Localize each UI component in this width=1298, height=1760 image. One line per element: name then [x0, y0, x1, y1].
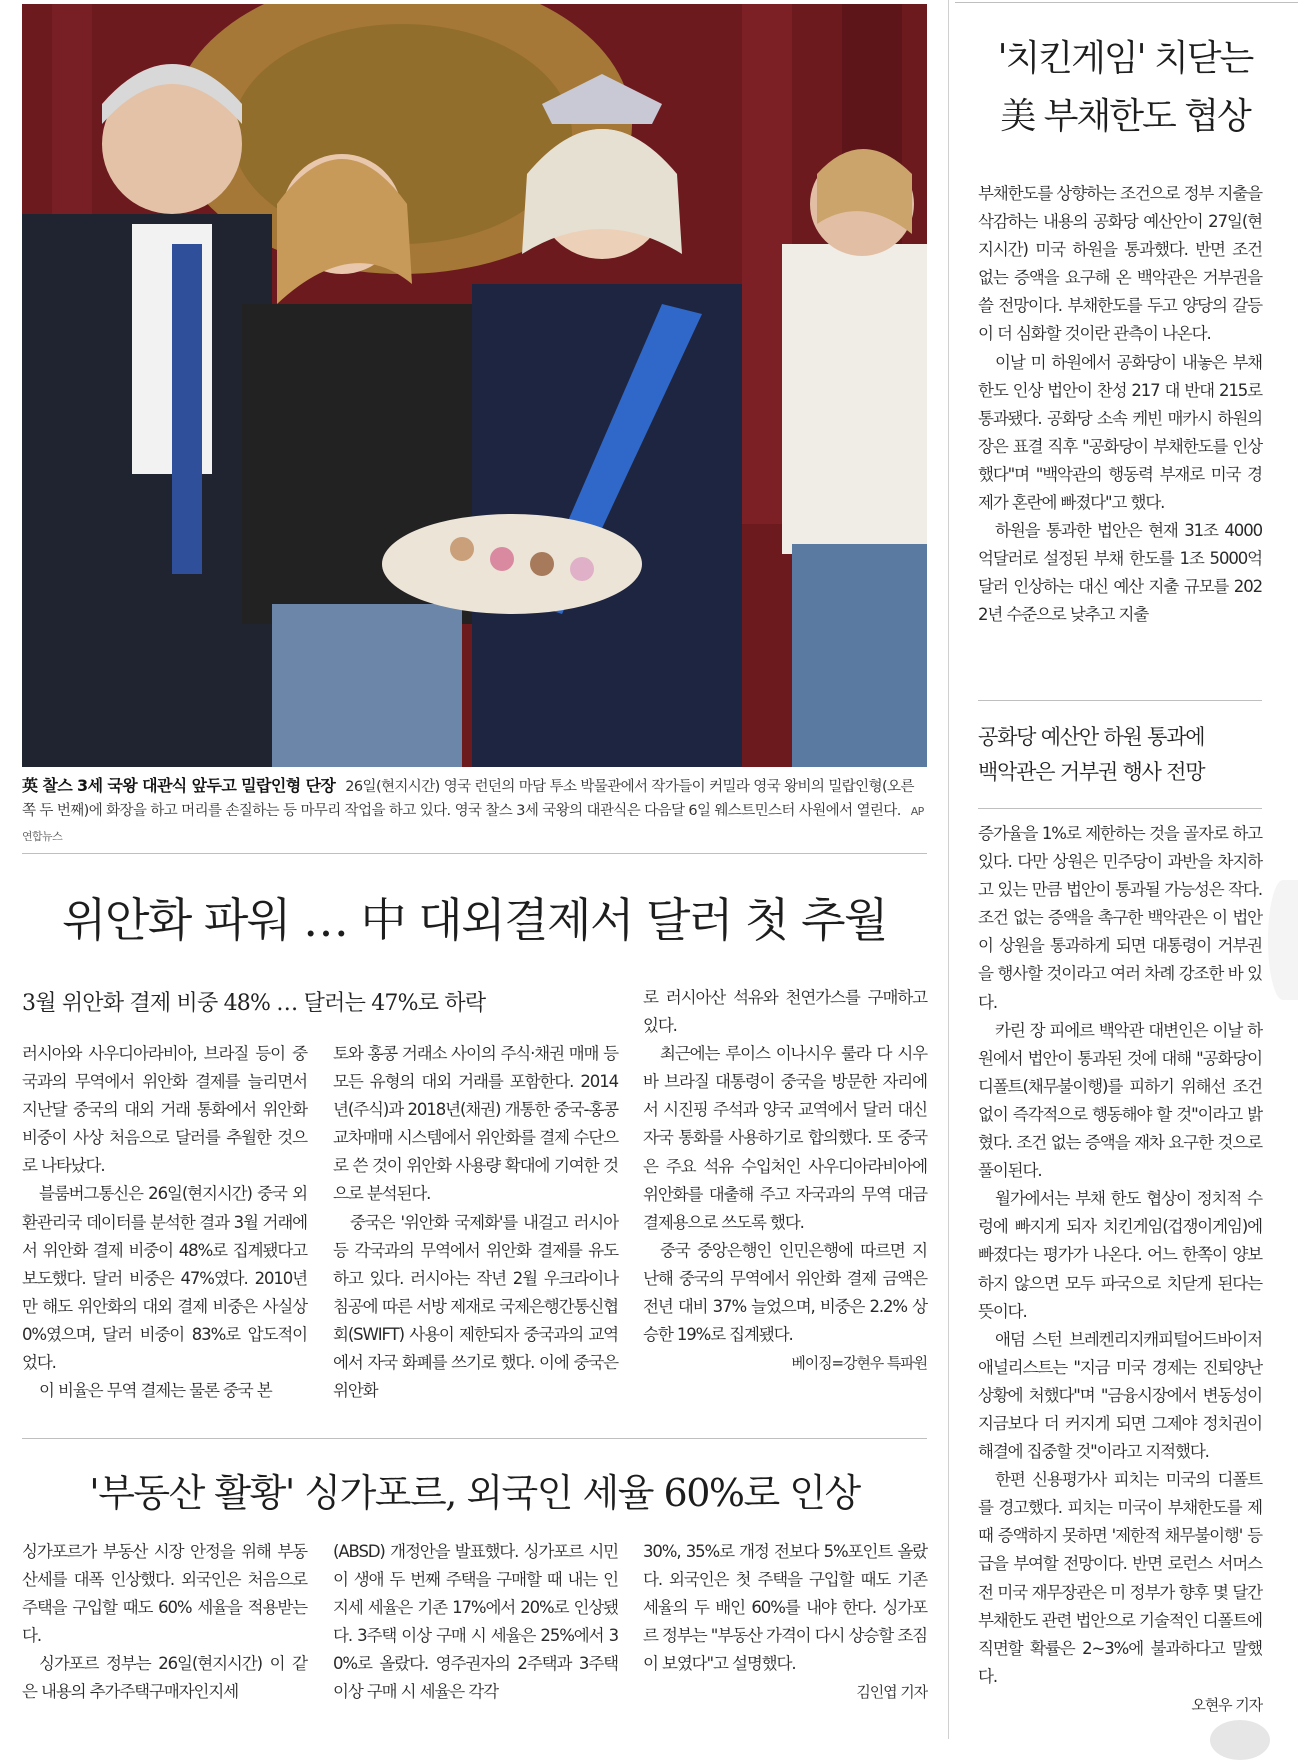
paragraph: 이날 미 하원에서 공화당이 내놓은 부채한도 인상 법안이 찬성 217 대 반대 215로 통과됐다. 공화당 소속 케빈 매카시 하원의장은 표결 직후 "공화당이 부채한도를 인상했다"며 "백악관의 행동력 부재로 미국 경제가 혼란에 빠졌다"고 했다.	[978, 352, 1262, 513]
paragraph: 증가율을 1%로 제한하는 것을 골자로 하고 있다. 다만 상원은 민주당이 과반을 차지하고 있는 만큼 법안이 통과될 가능성은 작다. 조건 없는 증액을 촉구한 백악관은 이 법안이 상원을 통과하게 되면 대통령이 거부권을 행사할 것이라고 여러 차례 강조한 바 있다.	[978, 824, 1262, 1012]
photo-caption-title: 英 찰스 3세 국왕 대관식 앞두고 밀랍인형 단장	[22, 776, 336, 795]
paragraph: 중국 중앙은행인 인민은행에 따르면 지난해 중국의 무역에서 위안화 결제 금액은 전년 대비 37% 늘었으며, 비중은 2.2% 상승한 19%로 집계됐다.	[643, 1240, 927, 1345]
singapore-column-3	[643, 1538, 927, 1707]
debt-body-bottom	[978, 820, 1262, 1719]
paragraph: 이 비율은 무역 결제는 물론 중국 본	[39, 1381, 272, 1401]
paragraph: 최근에는 루이스 이나시우 룰라 다 시우바 브라질 대통령이 중국을 방문한 자리에서 시진핑 주석과 양국 교역에서 달러 대신 자국 통화를 사용하기로 합의했다. 또 중국은 주요 석유 수입처인 사우디아라비아에 위안화를 대출해 주고 자국과의 무역 대금 결제용으로 쓰도록 했다.	[643, 1044, 927, 1232]
singapore-column-1	[22, 1538, 307, 1707]
divider	[955, 2, 1298, 3]
paragraph: 월가에서는 부채 한도 협상이 정치적 수렁에 빠지게 되자 치킨게임(겁쟁이게임)에 빠졌다는 평가가 나온다. 어느 한쪽이 양보하지 않으면 모두 파국으로 치닫게 된다는 뜻이다.	[978, 1189, 1262, 1321]
paragraph: 싱가포르가 부동산 시장 안정을 위해 부동산세를 대폭 인상했다. 외국인은 처음으로 주택을 구입할 때도 60% 세율을 적용받는다.	[22, 1542, 307, 1646]
paragraph: 블룸버그통신은 26일(현지시간) 중국 외환관리국 데이터를 분석한 결과 3월 거래에서 위안화 결제 비중이 48%로 집계됐다고 보도했다. 달러 비중은 47%였다. 2010년만 해도 위안화의 대외 결제 비중은 사실상 0%였으며, 달러 비중이 83%로 압도적이었다.	[22, 1184, 307, 1373]
debt-headline-line-2: 美 부채한도 협상	[1000, 96, 1250, 137]
debt-body-top	[978, 180, 1262, 630]
singapore-headline: '부동산 활황' 싱가포르, 외국인 세율 60%로 인상	[89, 1471, 860, 1515]
divider	[978, 700, 1262, 701]
column-divider	[948, 0, 949, 1739]
page-turn-handle[interactable]	[1268, 880, 1298, 1000]
scroll-button[interactable]	[1210, 1720, 1270, 1760]
singapore-byline: 김인엽 기자	[856, 1683, 927, 1702]
paragraph: 싱가포르 정부는 26일(현지시간) 이 같은 내용의 추가주택구매자인지세	[22, 1654, 307, 1702]
paragraph: 애덤 스턴 브레켄리지캐피털어드바이저 애널리스트는 "지금 미국 경제는 진퇴양난 상황에 처했다"며 "금융시장에서 변동성이 지금보다 더 커지게 되면 그제야 정치권이 해결에 집중할 것"이라고 지적했다.	[978, 1329, 1262, 1462]
paragraph: 하원을 통과한 법안은 현재 31조 4000억달러로 설정된 부채 한도를 1조 5000억달러 인상하는 대신 예산 지출 규모를 2022년 수준으로 낮추고 지출	[978, 521, 1262, 625]
photo-credit: AP연합뉴스	[22, 805, 924, 843]
yuan-headline: 위안화 파워 … 中 대외결제서 달러 첫 추월	[62, 893, 887, 947]
divider	[22, 1438, 927, 1439]
debt-headline-line-1: '치킨게임' 치닫는	[997, 38, 1253, 79]
yuan-column-1	[22, 1040, 307, 1405]
singapore-column-2	[333, 1538, 618, 1707]
paragraph: 러시아와 사우디아라비아, 브라질 등이 중국과의 무역에서 위안화 결제를 늘리면서 지난달 중국의 대외 거래 통화에서 위안화 비중이 사상 처음으로 달러를 추월한 것으로 나타났다.	[22, 1044, 307, 1176]
paragraph: 30%, 35%로 개정 전보다 5%포인트 올랐다. 외국인은 첫 주택을 구입할 때도 기존 세율의 두 배인 60%를 내야 한다. 싱가포르 정부는 "부동산 가격이 다시 상승할 조짐이 보였다"고 설명했다.	[643, 1542, 927, 1674]
photo-caption	[22, 774, 927, 849]
debt-byline: 오현우 기자	[1191, 1695, 1262, 1714]
paragraph: 로 러시아산 석유와 천연가스를 구매하고 있다.	[643, 988, 927, 1036]
paragraph: 한편 신용평가사 피치는 미국의 디폴트를 경고했다. 피치는 미국이 부채한도를 제때 증액하지 못하면 '제한적 채무불이행' 등급을 부여할 전망이다. 반면 로런스 서머스 전 미국 재무장관은 미 정부가 향후 몇 달간 부채한도 관련 법안으로 기술적인 디폴트에 직면할 확률은 2~3%에 불과하다고 말했다.	[978, 1470, 1262, 1686]
paragraph: 중국은 '위안화 국제화'를 내걸고 러시아 등 각국과의 무역에서 위안화 결제를 유도하고 있다. 러시아는 작년 2월 우크라이나 침공에 따른 서방 제재로 국제은행간통신협회(SWIFT) 사용이 제한되자 중국과의 교역에서 자국 화폐를 쓰기로 했다. 이에 중국은 위안화	[333, 1212, 618, 1401]
yuan-column-2	[333, 1040, 618, 1405]
yuan-byline: 베이징=강현우 특파원	[791, 1354, 927, 1373]
yuan-column-3	[643, 984, 927, 1377]
debt-subhead-line-1: 공화당 예산안 하원 통과에	[978, 725, 1205, 749]
divider	[978, 808, 1262, 809]
photo-caption-text: 26일(현지시간) 영국 런던의 마담 투소 박물관에서 작가들이 커밀라 영국 왕비의 밀랍인형(오른쪽 두 번째)에 화장을 하고 머리를 손질하는 등 마무리 작업을 하고 있다. 영국 찰스 3세 국왕의 대관식은 다음달 6일 웨스트민스터 사원에서 열린다.	[22, 779, 914, 819]
paragraph: (ABSD) 개정안을 발표했다. 싱가포르 시민이 생애 두 번째 주택을 구매할 때 내는 인지세 세율은 기존 17%에서 20%로 인상됐다. 3주택 이상 구매 시 세율은 25%에서 30%로 올랐다. 영주권자의 2주택과 3주택 이상 구매 시 세율은 각각	[333, 1542, 618, 1702]
divider	[22, 853, 927, 854]
wax-figure-photo	[22, 4, 927, 767]
paragraph: 토와 홍콩 거래소 사이의 주식·채권 매매 등 모든 유형의 대외 거래를 포함한다. 2014년(주식)과 2018년(채권) 개통한 중국-홍콩 교차매매 시스템에서 위안화를 결제 수단으로 쓴 것이 위안화 사용량 확대에 기여한 것으로 분석된다.	[333, 1044, 618, 1204]
paragraph: 부채한도를 상향하는 조건으로 정부 지출을 삭감하는 내용의 공화당 예산안이 27일(현지시간) 미국 하원을 통과했다. 반면 조건 없는 증액을 요구해 온 백악관은 거부권을 쓸 전망이다. 부채한도를 두고 양당의 갈등이 더 심화할 것이란 관측이 나온다.	[978, 184, 1262, 344]
debt-subhead-line-2: 백악관은 거부권 행사 전망	[978, 760, 1205, 784]
photo-illustration	[22, 4, 927, 767]
yuan-subhead: 3월 위안화 결제 비중 48% … 달러는 47%로 하락	[22, 991, 486, 1016]
paragraph: 카린 장 피에르 백악관 대변인은 이날 하원에서 법안이 통과된 것에 대해 "공화당이 디폴트(채무불이행)를 피하기 위해선 조건 없이 즉각적으로 행동해야 할 것"이라고 밝혔다. 조건 없는 증액을 재차 요구한 것으로 풀이된다.	[978, 1020, 1262, 1181]
